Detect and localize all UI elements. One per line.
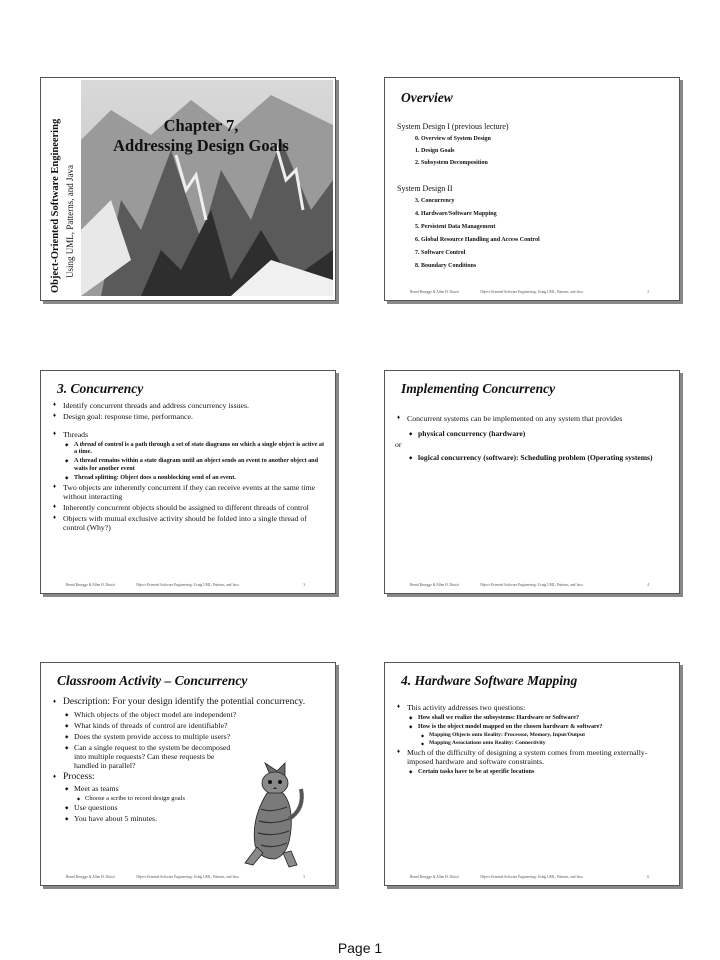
list-item: 5. Persistent Data Management <box>415 224 496 230</box>
bullet: ♦ Design goal: response time, performance. <box>53 412 325 421</box>
footer-page-number: 6 <box>647 875 649 879</box>
footer-page-number: 3 <box>303 583 305 587</box>
sub-bullet: ◆ Does the system provide access to multiple users? <box>65 732 265 741</box>
slide-1-title <box>40 77 336 301</box>
footer-book: Object-Oriented Software Engineering: Using UML, Patterns, and Java <box>136 875 239 879</box>
book-subtitle-vertical: Using UML, Patterns, and Java <box>65 165 75 278</box>
or-text: or <box>395 440 402 449</box>
sub-bullet: ◆ Can a single request to the system be decomposed into multiple requests? Can these requests be handled in parallel? <box>65 743 235 770</box>
footer-authors: Bernd Bruegge & Allen H. Dutoit <box>410 875 459 879</box>
sub-bullet: ◆ Certain tasks have to be at specific locations <box>409 768 669 775</box>
group-heading: System Design II <box>397 184 453 193</box>
bullet: ♦ Two objects are inherently concurrent if they can receive events at the same time without interacting <box>53 483 325 501</box>
bullet-list <box>53 401 325 534</box>
bullet-list <box>397 414 669 464</box>
sub-sub-bullet: ◆ Mapping Objects onto Reality: Processor, Memory, Input/Output <box>421 732 669 739</box>
sub-bullet: ◆ logical concurrency (software): Scheduling problem (Operating systems) <box>409 453 669 462</box>
footer-page-number: 2 <box>647 290 649 294</box>
sub-bullet: ◆ You have about 5 minutes. <box>65 814 325 823</box>
chapter-number: Chapter 7, <box>163 116 239 135</box>
slide-title: Overview <box>401 90 453 105</box>
group-heading: System Design I (previous lecture) <box>397 122 509 131</box>
chapter-title <box>81 116 321 156</box>
sub-bullet: ◆ Meet as teams <box>65 784 325 793</box>
slide-title: 4. Hardware Software Mapping <box>401 673 578 688</box>
bullet: ♦ Concurrent systems can be implemented on any system that provides <box>397 414 669 423</box>
list-item: 0. Overview of System Design <box>415 136 491 142</box>
bullet: ♦ Much of the difficulty of designing a system comes from meeting externally-imposed hardware and software constraints. <box>397 748 669 766</box>
footer-authors: Bernd Bruegge & Allen H. Dutoit <box>66 875 115 879</box>
bullet: ♦ Threads <box>53 430 325 439</box>
slide-5-classroom-activity <box>40 662 336 886</box>
sub-bullet: ◆ physical concurrency (hardware) <box>409 429 669 438</box>
page-label: Page 1 <box>337 940 383 956</box>
list-item: 4. Hardware/Software Mapping <box>415 211 497 217</box>
footer-page-number: 5 <box>303 875 305 879</box>
bullet: ♦ Identify concurrent threads and address concurrency issues. <box>53 401 325 410</box>
sub-sub-bullet: ◆ Choose a scribe to record design goals <box>77 795 325 802</box>
sub-bullet: ◆ Use questions <box>65 803 325 812</box>
footer-page-number: 4 <box>647 583 649 587</box>
footer-authors: Bernd Bruegge & Allen H. Dutoit <box>66 583 115 587</box>
list-item: 2. Subsystem Decomposition <box>415 160 488 166</box>
bullet: ♦ Process: <box>53 772 325 783</box>
slide-6-hardware-software-mapping <box>384 662 680 886</box>
list-item: 3. Concurrency <box>415 198 455 204</box>
sub-bullet: ◆ A thread of control is a path through a set of state diagrams on which a single object is active at a time. <box>65 441 325 455</box>
cat-image <box>231 759 311 869</box>
book-title-vertical: Object-Oriented Software Engineering <box>50 118 61 293</box>
footer-book: Object-Oriented Software Engineering: Using UML, Patterns, and Java <box>480 875 583 879</box>
slide-4-implementing-concurrency <box>384 370 680 594</box>
slide-3-concurrency <box>40 370 336 594</box>
slide-title: Classroom Activity – Concurrency <box>57 673 248 688</box>
footer-book: Object-Oriented Software Engineering: Using UML, Patterns, and Java <box>480 583 583 587</box>
sub-bullet: ◆ Thread splitting: Object does a nonblocking send of an event. <box>65 474 325 481</box>
sub-bullet: ◆ Which objects of the object model are independent? <box>65 710 265 719</box>
slide-title: Implementing Concurrency <box>401 381 556 396</box>
footer-book: Object-Oriented Software Engineering: Using UML, Patterns, and Java <box>136 583 239 587</box>
bullet: ♦ Description: For your design identify the potential concurrency. <box>53 697 325 708</box>
bullet-list <box>397 703 669 778</box>
sub-bullet: ◆ How is the object model mapped on the chosen hardware & software? <box>409 723 669 730</box>
chapter-name: Addressing Design Goals <box>113 136 289 155</box>
bullet: ♦ Objects with mutual exclusive activity should be folded into a single thread of control (Why?) <box>53 514 325 532</box>
footer-book: Object-Oriented Software Engineering: Using UML, Patterns, and Java <box>480 290 583 294</box>
list-item: 6. Global Resource Handling and Access Control <box>415 237 540 243</box>
list-item: 1. Design Goals <box>415 148 455 154</box>
sub-bullet: ◆ A thread remains within a state diagram until an object sends an event to another object and waits for another event <box>65 457 325 471</box>
slide-2-overview <box>384 77 680 301</box>
slide-title: 3. Concurrency <box>57 381 144 396</box>
sub-sub-bullet: ◆ Mapping Associations onto Reality: Connectivity <box>421 740 669 747</box>
sub-bullet: ◆ What kinds of threads of control are identifiable? <box>65 721 265 730</box>
list-item: 8. Boundary Conditions <box>415 263 477 269</box>
footer-authors: Bernd Bruegge & Allen H. Dutoit <box>410 583 459 587</box>
sub-bullet: ◆ How shall we realize the subsystems: Hardware or Software? <box>409 714 669 721</box>
bullet: ♦ Inherently concurrent objects should be assigned to different threads of control <box>53 503 325 512</box>
bullet: ♦ This activity addresses two questions: <box>397 703 669 712</box>
footer-authors: Bernd Bruegge & Allen H. Dutoit <box>410 290 459 294</box>
mountain-photo <box>81 80 333 296</box>
list-item: 7. Software Control <box>415 250 466 256</box>
